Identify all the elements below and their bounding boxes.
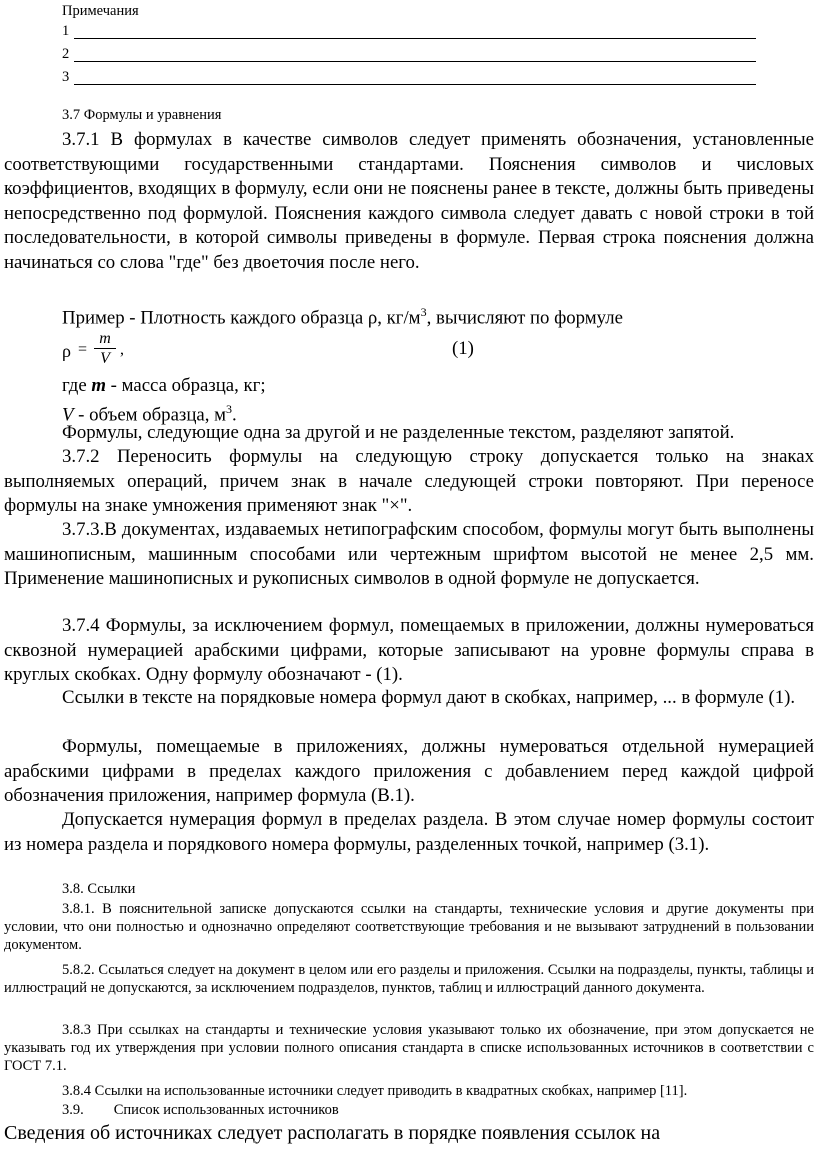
formula-comma: , xyxy=(120,341,124,358)
note-line-2 xyxy=(62,45,756,64)
comma-rule-line: Формулы, следующие одна за другой и не разделенные текстом, разделяют запятой. xyxy=(62,422,735,443)
section-number: 3.9. xyxy=(62,1102,84,1118)
note-number: 1 xyxy=(62,23,70,39)
paragraph-3-9-start: Сведения об источниках следует располагать в порядке появления ссылок на xyxy=(4,1122,661,1144)
paragraph-3-7-1: 3.7.1 В формулах в качестве символов следует применять обозначения, установленные соответствующими государственными стандартами. Пояснения символов и числовых коэффициентов, входящих в формулу, если они не пояснены ранее в тексте, должны быть приведены непосредственно под формулой. Пояснения каждого символа следует давать с новой строки в той последовательности, в которой символы приведены в формуле. Первая строка пояснения должна начинаться со слова "где" без двоеточия после него. xyxy=(4,129,814,273)
note-line-3 xyxy=(62,68,756,87)
paragraph-3-8-4: 3.8.4 Ссылки на использованные источники следует приводить в квадратных скобках, например [11]. xyxy=(62,1083,688,1099)
paragraph-3-7-4: 3.7.4 Формулы, за исключением формул, помещаемых в приложении, должны нумероваться сквозной нумерацией арабскими цифрами, которые записывают на уровне формулы справа в круглых скобках. Одну формулу обозначают - (1). xyxy=(4,615,814,685)
section-title-text: Список использованных источников xyxy=(113,1102,339,1118)
formula-fraction xyxy=(94,330,116,369)
paragraph-3-8-1: 3.8.1. В пояснительной записке допускаются ссылки на стандарты, технические условия и другие документы при условии, что они полностью и однозначно определяют соответствующие требования и не вызывают затруднений в пользовании документом. xyxy=(4,901,814,953)
paragraph-5-8-2: 5.8.2. Ссылаться следует на документ в целом или его разделы и приложения. Ссылки на подразделы, пункты, таблицы и иллюстраций не допускаются, за исключением подразделов, пунктов, таблиц и иллюстраций данного документа. xyxy=(4,962,814,996)
section-title-3-8: 3.8. Ссылки xyxy=(62,881,136,897)
formula-1 xyxy=(62,330,502,370)
paragraph-3-7-2: 3.7.2 Переносить формулы на следующую строку допускается только на знаках выполняемых операций, причем знак в начале следующей строки повторяют. При переносе формулы на знаке умножения применяют знак "×". xyxy=(4,446,814,516)
example-line: Пример - Плотность каждого образца ρ, $кг/м^3$, вычисляют по формуле xyxy=(62,305,623,329)
section-title-3-7: 3.7 Формулы и уравнения xyxy=(62,107,222,123)
paragraph-section-numbering: Допускается нумерация формул в пределах раздела. В этом случае номер формулы состоит из номера раздела и порядкового номера формулы, разделенных точкой, например (3.1). xyxy=(4,809,814,855)
where-line-m: где m - масса образца, кг; xyxy=(62,375,266,396)
formula-denominator: V xyxy=(100,350,110,367)
note-number: 2 xyxy=(62,46,70,62)
formula-equals: = xyxy=(78,341,88,358)
note-line-1 xyxy=(62,22,756,41)
formula-numerator: m xyxy=(94,330,116,349)
paragraph-formula-refs: Ссылки в тексте на порядковые номера формул дают в скобках, например, ... в формуле (1). xyxy=(62,687,796,708)
paragraph-appendix-formulas: Формулы, помещаемые в приложениях, должны нумероваться отдельной нумерацией арабскими цифрами в пределах каждого приложения с добавлением перед каждой цифрой обозначения приложения, например формула (В.1). xyxy=(4,736,814,806)
note-number: 3 xyxy=(62,69,70,85)
section-title-3-9 xyxy=(62,1101,339,1119)
formula-number: (1) xyxy=(452,338,474,359)
where-line-v: V - объем образца, $м^3$. xyxy=(62,402,237,426)
paragraph-3-7-3: 3.7.3.В документах, издаваемых нетипографским способом, формулы могут быть выполнены машинописным, машинным способами или чертежным шрифтом высотой не менее 2,5 мм. Применение машинописных и рукописных символов в одной формуле не допускается. xyxy=(4,519,814,589)
notes-title: Примечания xyxy=(62,3,139,19)
paragraph-3-8-3: 3.8.3 При ссылках на стандарты и технические условия указывают только их обозначение, при этом допускается не указывать год их утверждения при условии полного описания стандарта в списке использованных источников в соответствии с ГОСТ 7.1. xyxy=(4,1022,814,1074)
formula-rho: ρ xyxy=(62,341,71,361)
